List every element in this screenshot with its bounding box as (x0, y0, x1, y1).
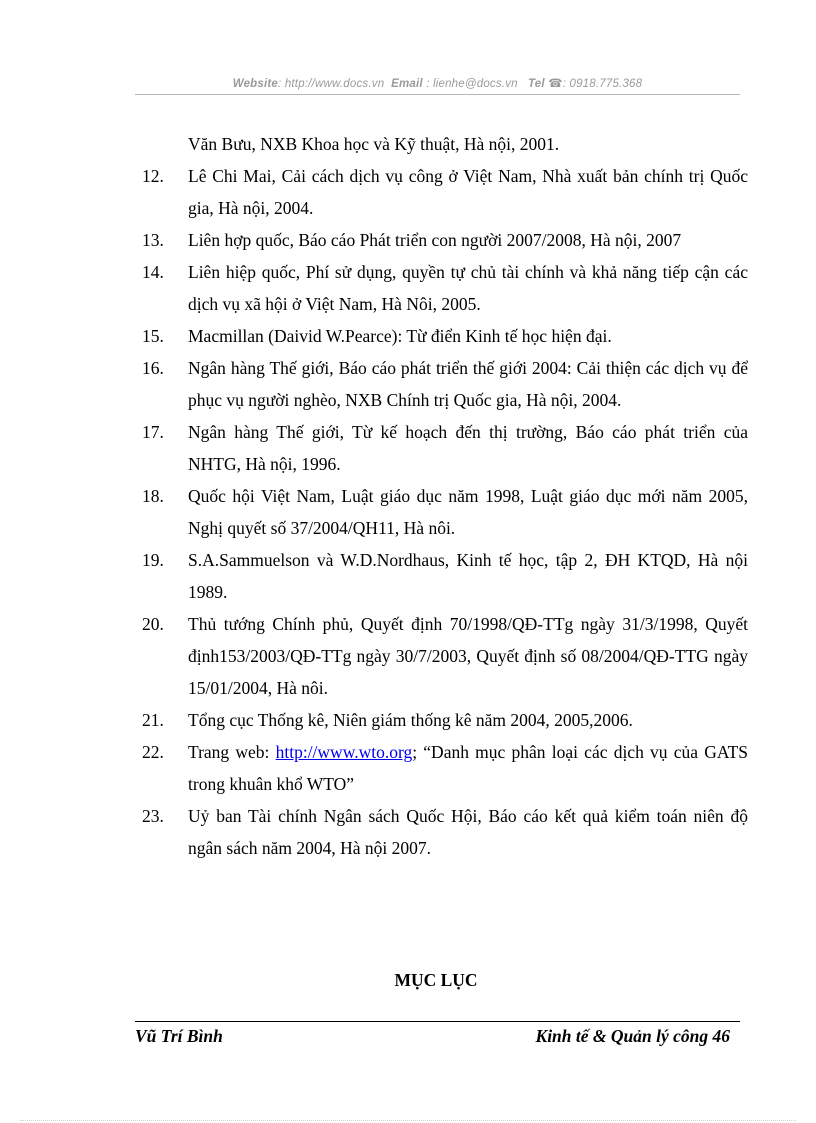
reference-item (0, 704, 816, 736)
reference-item (0, 800, 816, 864)
reference-text: Ngân hàng Thế giới, Từ kế hoạch đến thị trường, Báo cáo phát triển của NHTG, Hà nội, 1996. (188, 422, 748, 474)
reference-text: Uỷ ban Tài chính Ngân sách Quốc Hội, Báo cáo kết quả kiểm toán niên độ ngân sách năm 2004, Hà nội 2007. (188, 806, 748, 858)
header-divider (135, 94, 740, 95)
reference-text: S.A.Sammuelson và W.D.Nordhaus, Kinh tế học, tập 2, ĐH KTQD, Hà nội 1989. (188, 550, 748, 602)
reference-text: Tổng cục Thống kê, Niên giám thống kê năm 2004, 2005,2006. (188, 710, 633, 730)
reference-item (0, 352, 816, 416)
reference-text (188, 736, 748, 800)
reference-number: 19. (142, 550, 164, 570)
reference-item (0, 160, 816, 224)
footer-class-name: Kinh tế & Quản lý công 46 (535, 1026, 730, 1046)
reference-number: 16. (142, 358, 164, 378)
tel-value: : 0918.775.368 (562, 78, 643, 90)
reference-text: Thủ tướng Chính phủ, Quyết định 70/1998/QĐ-TTg ngày 31/3/1998, Quyết định153/2003/QĐ-TTg ngày 30/7/2003, Quyết định số 08/2004/QĐ-TTG ngày 15/01/2004, Hà nôi. (188, 614, 748, 698)
reference-item (0, 736, 816, 800)
reference-item (0, 224, 816, 256)
footer-author: Vũ Trí Bình (135, 1026, 223, 1046)
reference-text: Quốc hội Việt Nam, Luật giáo dục năm 1998, Luật giáo dục mới năm 2005, Nghị quyết số 37/2004/QH11, Hà nôi. (188, 486, 748, 538)
phone-icon: ☎ (548, 78, 563, 90)
reference-number: 13. (142, 230, 164, 250)
reference-text: Ngân hàng Thế giới, Báo cáo phát triển thế giới 2004: Cải thiện các dịch vụ để phục vụ người nghèo, NXB Chính trị Quốc gia, Hà nội, 2004. (188, 358, 748, 410)
reference-list (0, 128, 816, 864)
reference-text: Macmillan (Daivid W.Pearce): Từ điển Kinh tế học hiện đại. (188, 326, 612, 346)
reference-text-before-link: Trang web: (188, 742, 276, 762)
reference-item (0, 608, 816, 704)
reference-item (0, 128, 816, 160)
reference-text: Văn Bưu, NXB Khoa học và Kỹ thuật, Hà nội, 2001. (188, 134, 560, 154)
reference-text-after-link: ; “Danh mục phân loại các dịch vụ của GATS trong khuân khổ WTO” (188, 742, 748, 794)
reference-number: 23. (142, 806, 164, 826)
reference-item (0, 416, 816, 480)
reference-number: 22. (142, 742, 164, 762)
reference-number: 17. (142, 422, 164, 442)
reference-number: 20. (142, 614, 164, 634)
website-label: Website (232, 78, 279, 90)
tel-label: Tel (527, 78, 545, 90)
reference-item (0, 320, 816, 352)
reference-text: Lê Chi Mai, Cải cách dịch vụ công ở Việt Nam, Nhà xuất bản chính trị Quốc gia, Hà nội, 2004. (188, 166, 748, 218)
reference-text: Liên hiệp quốc, Phí sử dụng, quyền tự chủ tài chính và khả năng tiếp cận các dịch vụ xã hội ở Việt Nam, Hà Nôi, 2005. (188, 262, 748, 314)
reference-number: 21. (142, 710, 164, 730)
page-bottom-edge (20, 1120, 796, 1121)
wto-link[interactable]: http://www.wto.org (275, 742, 413, 762)
reference-number: 14. (142, 262, 164, 282)
reference-text: Liên hợp quốc, Báo cáo Phát triển con người 2007/2008, Hà nội, 2007 (188, 230, 682, 250)
reference-number: 18. (142, 486, 164, 506)
reference-item (0, 544, 816, 608)
table-of-contents-title: MỤC LỤC (394, 970, 478, 990)
page-header (135, 76, 740, 90)
reference-number: 12. (142, 166, 164, 186)
email-label: Email (391, 78, 423, 90)
footer-divider (135, 1021, 740, 1022)
reference-item (0, 480, 816, 544)
email-value: : lienhe@docs.vn (426, 78, 518, 90)
reference-item (0, 256, 816, 320)
website-value: : http://www.docs.vn (278, 78, 385, 90)
reference-number: 15. (142, 326, 164, 346)
